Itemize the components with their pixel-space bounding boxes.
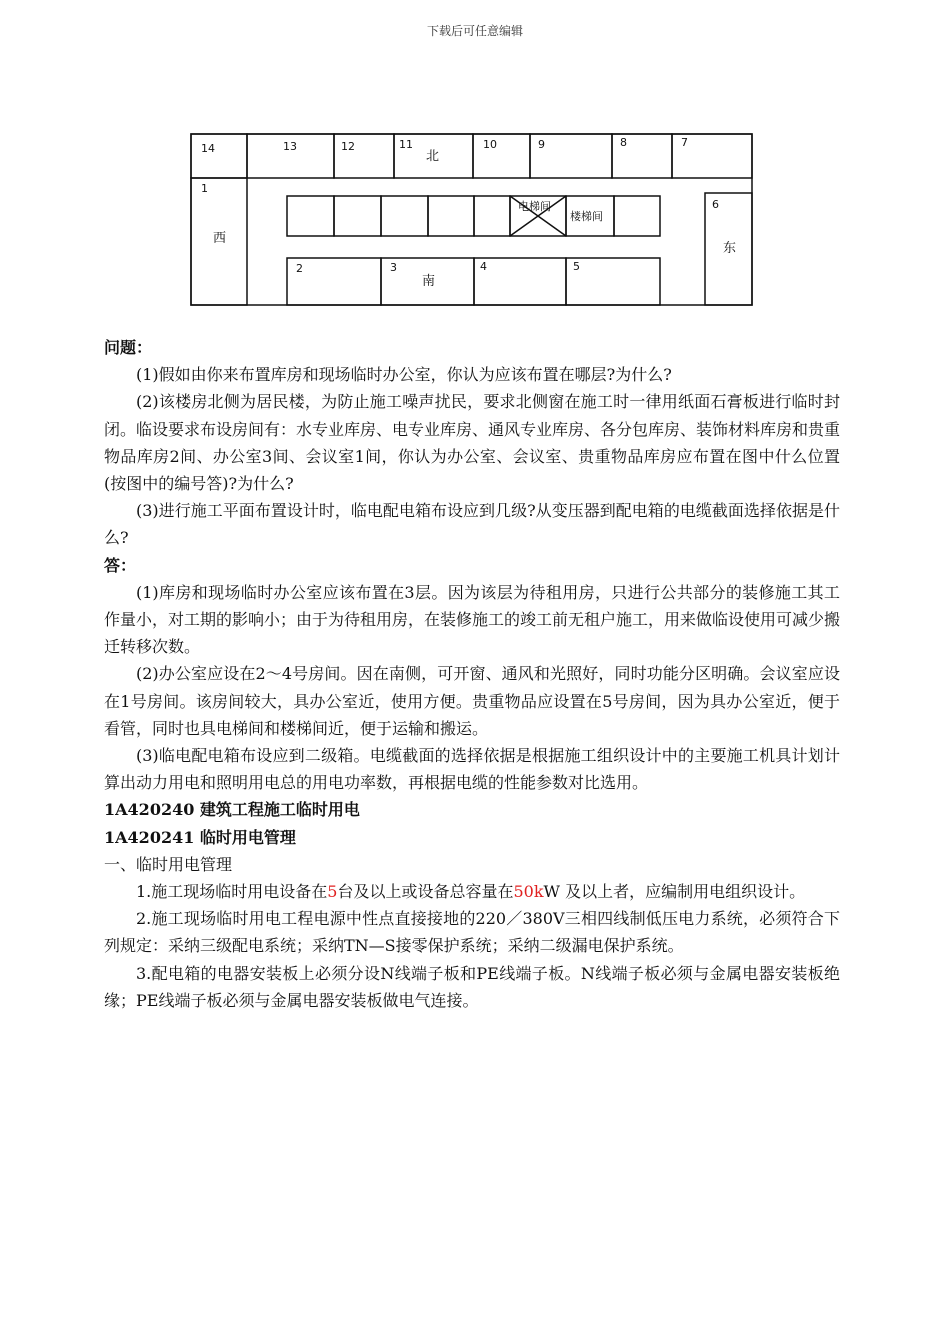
rule-item-1-capacity: 50k: [513, 882, 544, 902]
room-5: [566, 258, 660, 305]
room-8-label: 8: [620, 136, 627, 149]
floor-plan-diagram: [190, 130, 755, 307]
east-label: 东: [723, 241, 737, 256]
room-4: [474, 258, 566, 305]
section-title-2: 1A420241 临时用电管理: [104, 827, 296, 847]
west-label: 西: [213, 231, 227, 246]
question-2: (2)该楼房北侧为居民楼，为防止施工噪声扰民，要求北侧窗在施工时一律用纸面石膏板进行临时封闭。临设要求布设房间有：水专业库房、电专业库房、通风专业库房、各分包库房、装饰材料库房和贵重物品库房2间、办公室3间、会议室1间，你认为办公室、会议室、贵重物品库房应布置在图中什么位置(按图中的编号答)?为什么?: [104, 392, 841, 494]
questions-heading: 问题：: [104, 338, 153, 357]
room-5-label: 5: [573, 260, 580, 273]
question-3: (3)进行施工平面布置设计时，临电配电箱布设应到几级?从变压器到配电箱的电缆截面选择依据是什么?: [104, 501, 840, 548]
room-2-label: 2: [296, 262, 303, 275]
question-1: (1)假如由你来布置库房和现场临时办公室，你认为应该布置在哪层?为什么?: [136, 365, 672, 385]
north-label: 北: [426, 149, 440, 164]
answers-heading: 答：: [104, 555, 137, 575]
rule-item-1-part-c: W 及以上者，应编制用电组织设计。: [543, 882, 806, 902]
section-title-1: 1A420240 建筑工程施工临时用电: [104, 800, 360, 820]
floor-plan-outline: [191, 134, 752, 305]
elevator-label: 电梯间: [518, 200, 551, 213]
room-4-label: 4: [480, 260, 487, 273]
room-10: [473, 134, 530, 178]
core-cell-4: [428, 196, 474, 236]
rule-item-3: 3.配电箱的电器安装板上必须分设N线端子板和PE线端子板。N线端子板必须与金属电器安装板绝缘；PE线端子板必须与金属电器安装板做电气连接。: [104, 963, 840, 1010]
rule-item-1-part-a: 1.施工现场临时用电设备在: [136, 882, 328, 902]
room-9-label: 9: [538, 138, 545, 151]
room-6-label: 6: [712, 198, 719, 211]
section-subtitle: 一、临时用电管理: [104, 854, 233, 874]
room-14: [191, 134, 247, 178]
core-cell-end: [614, 196, 660, 236]
rule-item-1: [104, 878, 840, 905]
answer-2: (2)办公室应设在2～4号房间。因在南侧，可开窗、通风和光照好，同时功能分区明确。会议室应设在1号房间。该房间较大，具办公室近，使用方便。贵重物品应设置在5号房间，因为具办公室近，便于看管，同时也具电梯间和楼梯间近，便于运输和搬运。: [104, 664, 840, 738]
document-body: [104, 334, 840, 1014]
core-cell-2: [334, 196, 381, 236]
page-header: 下载后可任意编辑: [426, 24, 523, 38]
rule-item-2: 2.施工现场临时用电工程电源中性点直接接地的220／380V三相四线制低压电力系统，必须符合下列规定：采纳三级配电系统；采纳TN—S接零保护系统；采纳二级漏电保护系统。: [104, 909, 840, 956]
room-10-label: 10: [483, 138, 497, 151]
core-cell-3: [381, 196, 428, 236]
room-13-label: 13: [283, 140, 297, 153]
answer-1: (1)库房和现场临时办公室应该布置在3层。因为该层为待租用房，只进行公共部分的装修施工其工作量小，对工期的影响小；由于为待租用房，在装修施工的竣工前无租户施工，用来做临设使用可减少搬迁转移次数。: [104, 582, 841, 657]
room-3-label: 3: [390, 261, 397, 274]
stairs-label: 楼梯间: [570, 210, 603, 223]
room-14-label: 14: [201, 142, 215, 155]
room-1-label: 1: [201, 182, 208, 195]
room-12-label: 12: [341, 140, 355, 153]
rule-item-1-count: 5: [327, 882, 338, 902]
rule-item-1-part-b: 台及以上或设备总容量在: [337, 882, 514, 902]
core-cell-5: [474, 196, 510, 236]
room-7-label: 7: [681, 136, 688, 149]
core-cell-1: [287, 196, 334, 236]
answer-3: (3)临电配电箱布设应到二级箱。电缆截面的选择依据是根据施工组织设计中的主要施工机具计划计算出动力用电和照明用电总的用电功率数，再根据电缆的性能参数对比选用。: [104, 746, 840, 793]
south-label: 南: [422, 274, 436, 289]
room-11-label: 11: [399, 138, 413, 151]
